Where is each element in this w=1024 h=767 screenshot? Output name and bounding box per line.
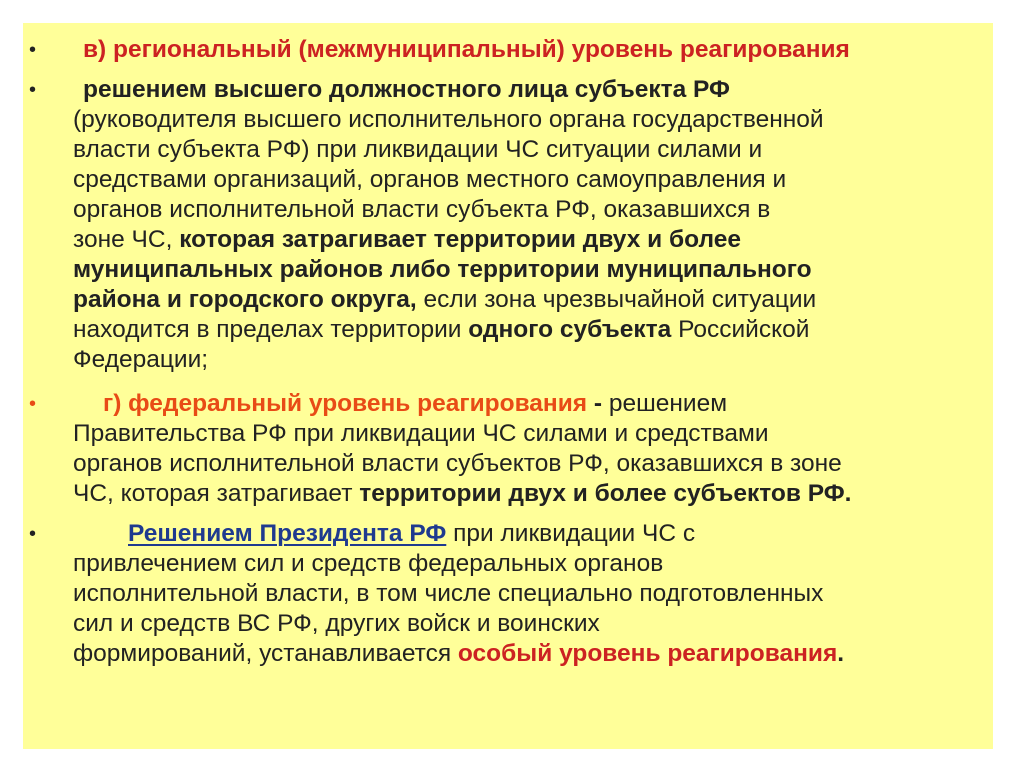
text-line (73, 479, 983, 509)
bullet-marker: • (29, 523, 37, 545)
text-run-bold: территории двух и более субъектов РФ. (359, 480, 852, 507)
text-run-bold: . (837, 640, 845, 667)
text-line (73, 225, 983, 255)
president-decision-link[interactable]: Решением Президента РФ (128, 520, 447, 547)
text-line (73, 639, 983, 669)
bullet-marker: • (29, 79, 37, 101)
text-run: Российской (671, 316, 810, 343)
bullet-text (73, 389, 983, 509)
text-run: при ликвидации ЧС с (446, 520, 696, 547)
text-line (73, 285, 983, 315)
text-line: Правительства РФ при ликвидации ЧС силами и средствами (73, 420, 769, 447)
text-line (73, 315, 983, 345)
text-line: власти субъекта РФ) при ликвидации ЧС ситуации силами и (73, 136, 763, 163)
text-run: формирований, устанавливается (73, 640, 458, 667)
text-line: муниципальных районов либо территории муниципального (73, 256, 812, 283)
special-level-heading: особый уровень реагирования (457, 640, 838, 667)
text-line: органов исполнительной власти субъектов РФ, оказавшихся в зоне (73, 450, 842, 477)
bullet-marker: • (29, 39, 37, 61)
text-run-bold: района и городского округа, (73, 286, 417, 313)
text-line: средствами организаций, органов местного самоуправления и (73, 166, 787, 193)
text-run: если зона чрезвычайной ситуации (416, 286, 817, 313)
federal-level-heading: г) федеральный уровень реагирования (103, 390, 588, 417)
text-run: ЧС, которая затрагивает (73, 480, 360, 507)
text-run: находится в пределах территории (73, 316, 469, 343)
text-run-bold: - (587, 390, 603, 417)
regional-level-heading: в) региональный (межмуниципальный) уровень реагирования (83, 36, 850, 63)
bullet-marker: • (29, 393, 37, 415)
text-line: привлечением сил и средств федеральных органов (73, 550, 664, 577)
text-line: сил и средств ВС РФ, других войск и воинских (73, 610, 600, 637)
slide (23, 23, 993, 749)
text-run-bold: одного субъекта (468, 316, 672, 343)
text-run: зоне ЧС, (73, 226, 180, 253)
text-line: органов исполнительной власти субъекта РФ, оказавшихся в (73, 196, 771, 223)
bullet-text (73, 75, 983, 375)
text-line: (руководителя высшего исполнительного органа государственной (73, 106, 824, 133)
text-run-bold: которая затрагивает территории двух и более (179, 226, 741, 253)
bullet-text (73, 519, 983, 669)
text-line (73, 519, 983, 549)
text-line (73, 389, 983, 419)
text-run: решением (602, 390, 728, 417)
text-line: решением высшего должностного лица субъекта РФ (83, 76, 730, 103)
text-line: исполнительной власти, в том числе специально подготовленных (73, 580, 824, 607)
bullet-text (73, 35, 983, 65)
text-line: Федерации; (73, 346, 209, 373)
